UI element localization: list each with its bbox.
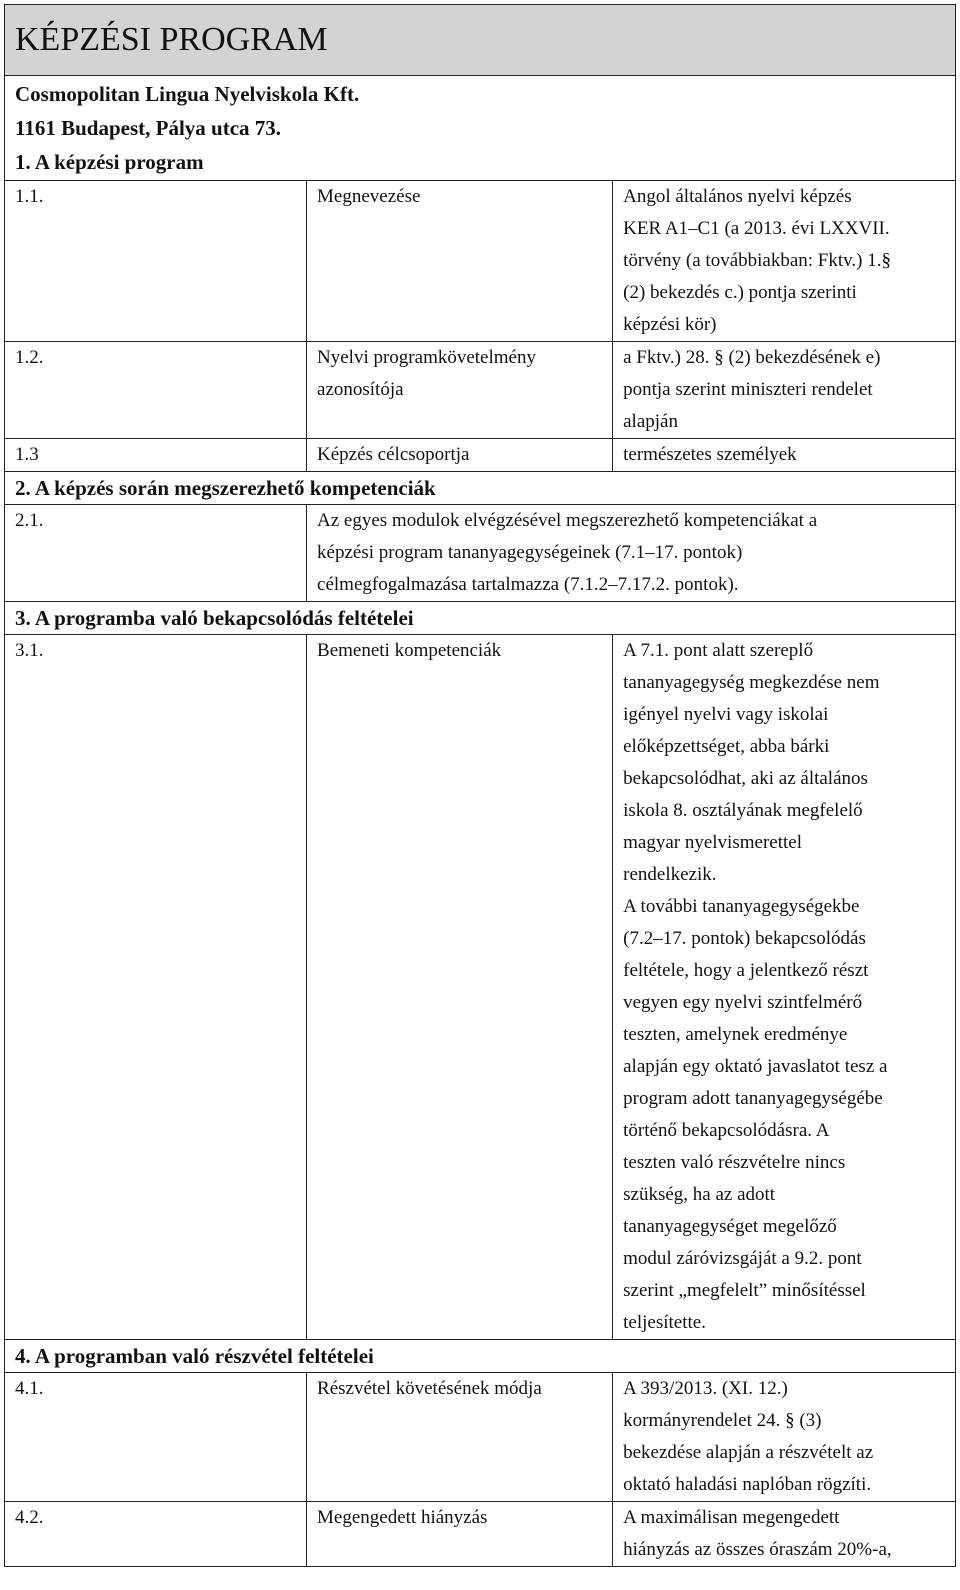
section-heading: 4. A programban való részvétel feltételei <box>5 1340 956 1373</box>
row-value-line: rendelkezik. <box>623 864 717 885</box>
table-row <box>5 439 956 472</box>
row-value-line: teszten, amelynek eredménye <box>623 1024 848 1045</box>
row-value-line: alapján <box>623 411 678 432</box>
row-value-line: szerint „megfelelt” minősítéssel <box>623 1280 866 1301</box>
table-row <box>5 181 956 342</box>
row-value-line: tananyagegység megkezdése nem <box>623 672 880 693</box>
row-value-line: természetes személyek <box>623 444 797 465</box>
row-text-line: képzési program tananyagegységeinek (7.1–17. pontok) <box>317 542 743 563</box>
table-row <box>5 1502 956 1567</box>
row-value-line: tananyagegységet megelőző <box>623 1216 837 1237</box>
row-value-line: előképzettséget, abba bárki <box>623 736 830 757</box>
row-value-line: kormányrendelet 24. § (3) <box>623 1410 822 1431</box>
row-value-line: bekapcsolódhat, aki az általános <box>623 768 868 789</box>
row-value-line: igényel nyelvi vagy iskolai <box>623 704 829 725</box>
row-value-line: törvény (a továbbiakban: Fktv.) 1.§ <box>623 250 891 271</box>
section-heading: 2. A képzés során megszerezhető kompetenciák <box>5 472 956 505</box>
row-value-line: iskola 8. osztályának megfelelő <box>623 800 863 821</box>
row-value-line: teszten való részvételre nincs <box>623 1152 846 1173</box>
row-value-line: oktató haladási naplóban rögzíti. <box>623 1474 872 1495</box>
row-number: 1.3 <box>5 439 307 472</box>
row-number: 3.1. <box>5 635 307 1340</box>
row-number: 2.1. <box>5 505 307 602</box>
row-number: 1.1. <box>5 181 307 342</box>
row-value <box>613 1502 956 1567</box>
row-value-line: Angol általános nyelvi képzés <box>623 186 852 207</box>
row-value-line: A 393/2013. (XI. 12.) <box>623 1378 788 1399</box>
row-label-line: Megnevezése <box>317 186 421 207</box>
org-name: Cosmopolitan Lingua Nyelviskola Kft. <box>15 82 360 106</box>
section-heading: 1. A képzési program <box>15 150 204 174</box>
org-block <box>5 76 956 181</box>
row-value-line: KER A1–C1 (a 2013. évi LXXVII. <box>623 218 890 239</box>
row-value-line: alapján egy oktató javaslatot tesz a <box>623 1056 888 1077</box>
row-value <box>613 342 956 439</box>
row-value-line: A 7.1. pont alatt szereplő <box>623 640 814 661</box>
table-row <box>5 505 956 602</box>
row-label-line: Részvétel követésének módja <box>317 1378 542 1399</box>
row-number: 4.1. <box>5 1373 307 1502</box>
row-value-line: feltétele, hogy a jelentkező részt <box>623 960 869 981</box>
row-value-line: (7.2–17. pontok) bekapcsolódás <box>623 928 866 949</box>
row-number: 4.2. <box>5 1502 307 1567</box>
row-label <box>307 342 613 439</box>
row-value <box>613 439 956 472</box>
row-value-line: képzési kör) <box>623 314 717 335</box>
row-text <box>307 505 956 602</box>
row-value-line: program adott tananyagegységébe <box>623 1088 883 1109</box>
row-label <box>307 635 613 1340</box>
row-value <box>613 181 956 342</box>
row-number: 1.2. <box>5 342 307 439</box>
org-address: 1161 Budapest, Pálya utca 73. <box>15 116 282 140</box>
row-value-line: hiányzás az összes óraszám 20%-a, <box>623 1539 892 1560</box>
row-value-line: (2) bekezdés c.) pontja szerinti <box>623 282 857 303</box>
row-value-line: bekezdése alapján a részvételt az <box>623 1442 874 1463</box>
row-label-line: azonosítója <box>317 379 404 400</box>
document <box>4 4 956 1567</box>
row-value-line: pontja szerint miniszteri rendelet <box>623 379 873 400</box>
row-value <box>613 1373 956 1502</box>
row-label-line: Bemeneti kompetenciák <box>317 640 502 661</box>
row-label <box>307 1373 613 1502</box>
row-value <box>613 635 956 1340</box>
row-label-line: Megengedett hiányzás <box>317 1507 488 1528</box>
row-value-line: vegyen egy nyelvi szintfelmérő <box>623 992 863 1013</box>
row-label <box>307 439 613 472</box>
row-value-line: magyar nyelvismerettel <box>623 832 802 853</box>
row-value-line: a Fktv.) 28. § (2) bekezdésének e) <box>623 347 881 368</box>
table-row <box>5 1373 956 1502</box>
row-label <box>307 1502 613 1567</box>
table-row <box>5 342 956 439</box>
table-row <box>5 635 956 1340</box>
row-value-line: A további tananyagegységekbe <box>623 896 860 917</box>
section-heading: 3. A programba való bekapcsolódás feltételei <box>5 602 956 635</box>
row-value-line: modul záróvizsgáját a 9.2. pont <box>623 1248 862 1269</box>
program-table <box>4 4 956 1567</box>
row-value-line: szükség, ha az adott <box>623 1184 776 1205</box>
row-value-line: A maximálisan megengedett <box>623 1507 840 1528</box>
row-label <box>307 181 613 342</box>
row-text-line: célmegfogalmazása tartalmazza (7.1.2–7.17.2. pontok). <box>317 574 739 595</box>
row-label-line: Képzés célcsoportja <box>317 444 470 465</box>
row-label-line: Nyelvi programkövetelmény <box>317 347 536 368</box>
row-value-line: teljesítette. <box>623 1312 706 1333</box>
row-value-line: történő bekapcsolódásra. A <box>623 1120 830 1141</box>
row-text-line: Az egyes modulok elvégzésével megszerezhető kompetenciákat a <box>317 510 818 531</box>
page-title: KÉPZÉSI PROGRAM <box>5 5 956 76</box>
